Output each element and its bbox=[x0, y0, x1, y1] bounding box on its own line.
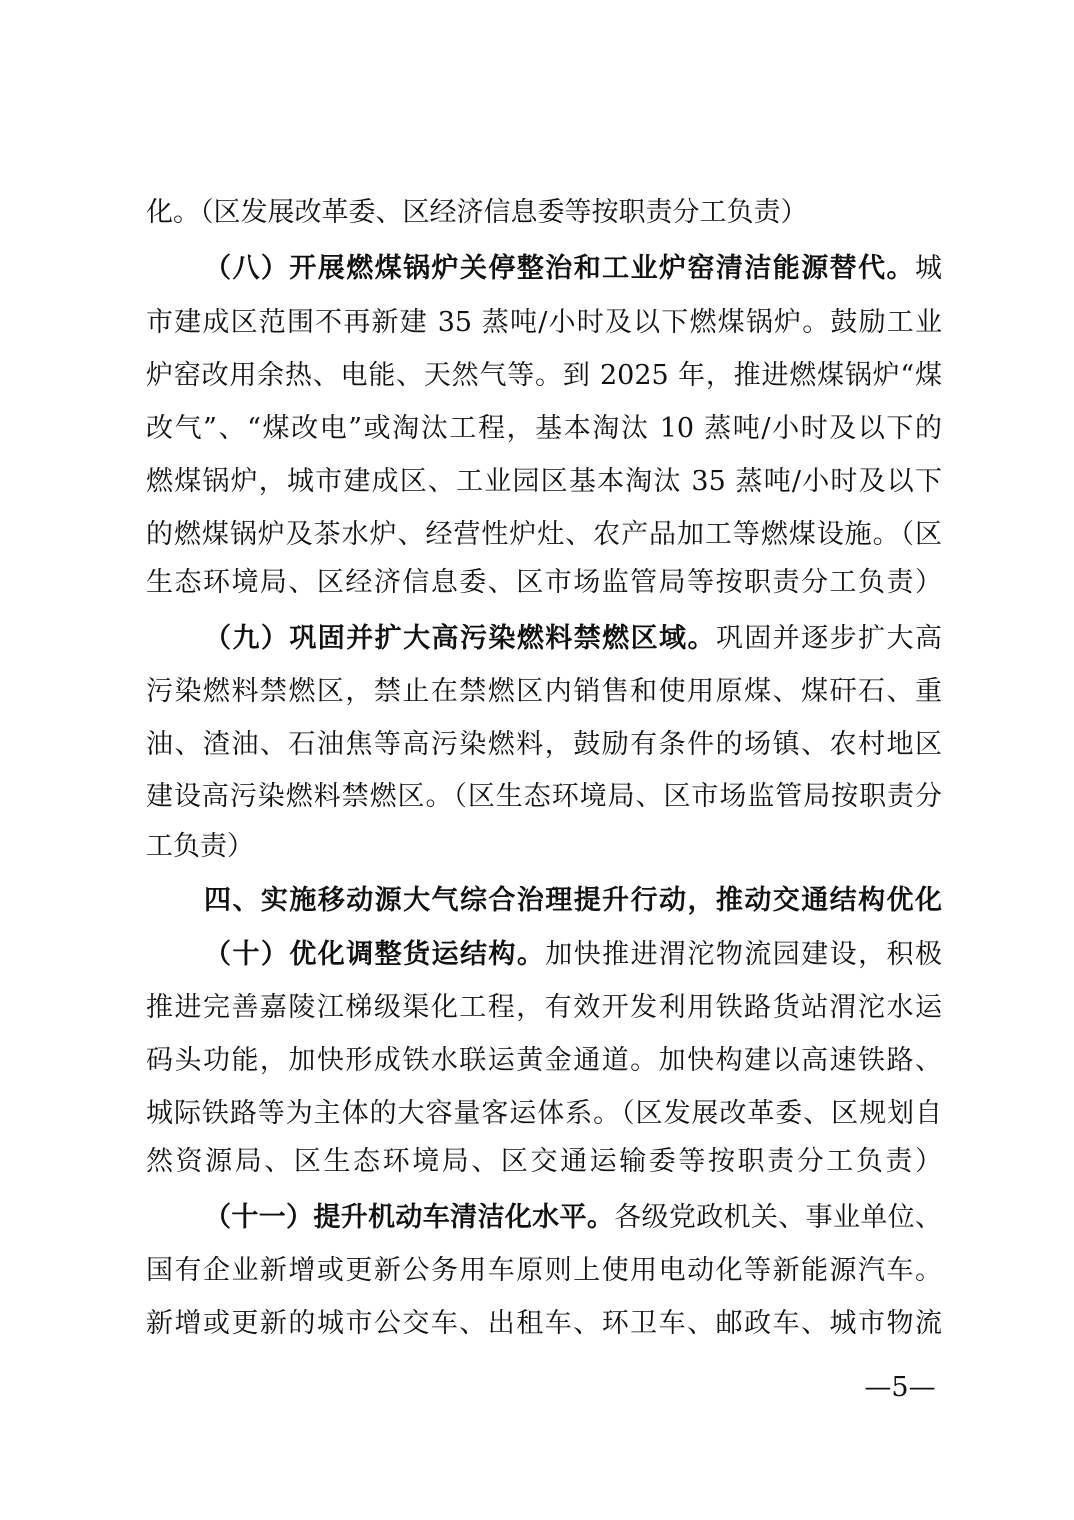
text-line-10 bbox=[146, 672, 942, 712]
line-text: 化。（区发展改革委、区经济信息委等按职责分工负责） bbox=[146, 197, 808, 228]
line-text: 城际铁路等为主体的大容量客运体系。（区发展改革委、区规划自 bbox=[146, 1098, 942, 1129]
text-line-15 bbox=[204, 935, 942, 975]
text-line-12 bbox=[146, 777, 942, 817]
text-line-6 bbox=[146, 462, 942, 502]
text-line-7 bbox=[146, 515, 942, 555]
line-text: 燃煤锅炉，城市建成区、工业园区基本淘汰 35 蒸吨/小时及以下 bbox=[146, 466, 942, 497]
text-line-13 bbox=[146, 827, 942, 867]
line-text: 码头功能，加快形成铁水联运黄金通道。加快构建以高速铁路、 bbox=[146, 1045, 942, 1076]
heading-text: 四、实施移动源大气综合治理提升行动，推动交通结构优化 bbox=[204, 885, 942, 916]
text-line-16 bbox=[146, 988, 942, 1028]
line-text: 巩固并逐步扩大高 bbox=[715, 623, 942, 654]
text-line-11 bbox=[146, 725, 942, 765]
text-line-18 bbox=[146, 1094, 942, 1134]
line-text: 生态环境局、区经济信息委、区市场监管局等按职责分工负责） bbox=[146, 567, 942, 598]
page-number: —5— bbox=[864, 1372, 936, 1403]
text-line-1 bbox=[146, 193, 942, 233]
line-text: 工负责） bbox=[146, 831, 254, 862]
line-text: 国有企业新增或更新公务用车原则上使用电动化等新能源汽车。 bbox=[146, 1255, 942, 1286]
line-text: 改气”、“煤改电”或淘汰工程，基本淘汰 10 蒸吨/小时及以下的 bbox=[146, 413, 942, 444]
text-line-3 bbox=[146, 303, 942, 343]
line-text: 污染燃料禁燃区，禁止在禁燃区内销售和使用原煤、煤矸石、重 bbox=[146, 676, 942, 707]
text-line-8 bbox=[146, 563, 942, 603]
line-text: 新增或更新的城市公交车、出租车、环卫车、邮政车、城市物流 bbox=[146, 1308, 942, 1339]
line-text: 城 bbox=[915, 253, 942, 284]
text-line-2 bbox=[204, 249, 942, 289]
line-text: 的燃煤锅炉及茶水炉、经营性炉灶、农产品加工等燃煤设施。（区 bbox=[146, 519, 942, 550]
text-line-19 bbox=[146, 1142, 942, 1182]
line-text: 油、渣油、石油焦等高污染燃料，鼓励有条件的场镇、农村地区 bbox=[146, 729, 942, 760]
chapter-heading-4 bbox=[204, 881, 942, 921]
line-text: 各级党政机关、事业单位、 bbox=[614, 1202, 942, 1233]
text-line-22 bbox=[146, 1304, 942, 1344]
section-heading-8: （八）开展燃煤锅炉关停整治和工业炉窑清洁能源替代。 bbox=[204, 253, 915, 284]
line-text: 建设高污染燃料禁燃区。（区生态环境局、区市场监管局按职责分 bbox=[146, 781, 942, 812]
line-text: 加快推进渭沱物流园建设，积极 bbox=[545, 939, 942, 970]
section-heading-10: （十）优化调整货运结构。 bbox=[204, 939, 546, 970]
text-line-4 bbox=[146, 356, 942, 396]
text-line-21 bbox=[146, 1251, 942, 1291]
section-heading-11: （十一）提升机动车清洁化水平。 bbox=[204, 1202, 615, 1233]
text-line-5 bbox=[146, 409, 942, 449]
text-line-20 bbox=[204, 1198, 942, 1238]
section-heading-9: （九）巩固并扩大高污染燃料禁燃区域。 bbox=[204, 623, 716, 654]
line-text: 市建成区范围不再新建 35 蒸吨/小时及以下燃煤锅炉。鼓励工业 bbox=[146, 307, 942, 338]
line-text: 炉窑改用余热、电能、天然气等。到 2025 年，推进燃煤锅炉“煤 bbox=[146, 360, 942, 391]
line-text: 然资源局、区生态环境局、区交通运输委等按职责分工负责） bbox=[146, 1146, 942, 1177]
text-line-9 bbox=[204, 619, 942, 659]
text-line-17 bbox=[146, 1041, 942, 1081]
line-text: 推进完善嘉陵江梯级渠化工程，有效开发利用铁路货站渭沱水运 bbox=[146, 992, 942, 1023]
